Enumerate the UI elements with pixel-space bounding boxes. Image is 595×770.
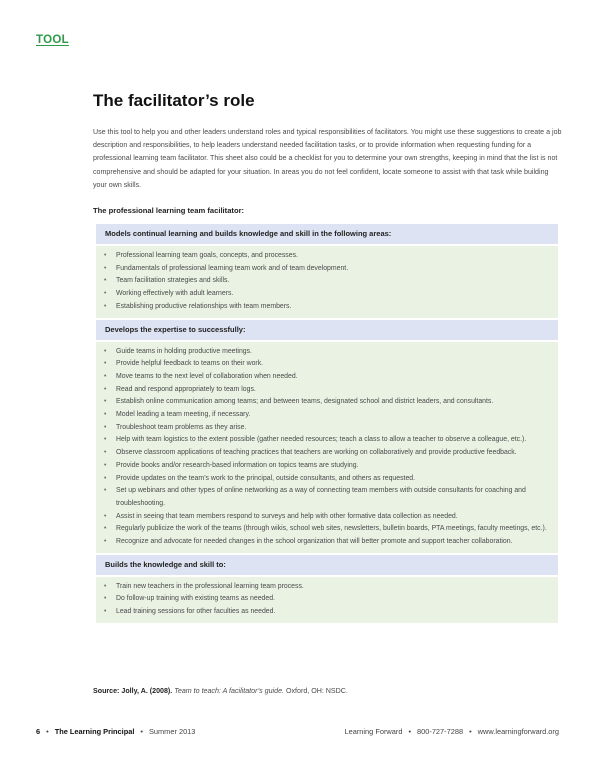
list-item: • Assist in seeing that team members respond to surveys and help with other formative data collection as needed. (104, 511, 550, 524)
section-heading-develops-expertise: Develops the expertise to successfully: (96, 318, 558, 340)
list-item: • Team facilitation strategies and skills. (104, 275, 550, 288)
footer-separator: • (469, 727, 472, 736)
source-citation (93, 687, 348, 695)
organization-name: Learning Forward (344, 727, 403, 736)
list-item: • Establishing productive relationships with team members. (104, 301, 550, 314)
list-item: • Troubleshoot team problems as they arise. (104, 422, 550, 435)
responsibilities-table (96, 224, 558, 623)
section-list-develops-expertise (96, 340, 558, 553)
source-publisher: Oxford, OH: NSDC. (285, 687, 348, 695)
list-item: • Fundamentals of professional learning team work and of team development. (104, 263, 550, 276)
footer-separator: • (140, 727, 143, 736)
list-item: • Train new teachers in the professional learning team process. (104, 581, 550, 594)
list-item: • Model leading a team meeting, if necessary. (104, 409, 550, 422)
footer-separator: • (408, 727, 412, 736)
issue-date: Summer 2013 (148, 727, 196, 736)
list-item: • Observe classroom applications of teaching practices that teachers are working on collaboratively and provide productive feedback. (104, 447, 550, 460)
intro-paragraph: Use this tool to help you and other leaders understand roles and typical responsibilities of facilitators. You might use these suggestions to create a job description and responsibilities, to help leaders understand needed facilitation tasks, or to provide information when requesting funding for a professional learning team facilitator. This sheet also could be a checklist for you to determine your own strengths, keeping in mind that the list is not comprehensive and should be adapted for your situation. In areas you do not feel confident, locate someone to assist with that task while building your own skills. (93, 128, 562, 189)
list-item: • Move teams to the next level of collaboration when needed. (104, 371, 550, 384)
page-footer (36, 727, 559, 739)
website-link[interactable]: www.learningforward.org (477, 727, 559, 736)
list-item: • Read and respond appropriately to team logs. (104, 384, 550, 397)
list-item: • Working effectively with adult learners. (104, 288, 550, 301)
list-item: • Recognize and advocate for needed changes in the school organization that will better promote and support teacher collaboration. (104, 536, 550, 549)
list-item: • Provide updates on the team’s work to the principal, outside consultants, and others as requested. (104, 473, 550, 486)
section-list-builds-knowledge (96, 575, 558, 623)
list-item: • Do follow-up training with existing teams as needed. (104, 593, 550, 606)
tool-tag: TOOL (36, 34, 69, 46)
source-title: Team to teach: A facilitator’s guide. (174, 687, 284, 695)
facilitator-subheading: The professional learning team facilitator: (93, 206, 245, 215)
list-item: • Help with team logistics to the extent possible (gather needed resources; teach a class to allow a teacher to observe a colleague, etc.). (104, 434, 550, 447)
list-item: • Professional learning team goals, concepts, and processes. (104, 250, 550, 263)
list-item: • Establish online communication among teams; and between teams, designated school and district leaders, and consultants. (104, 396, 550, 409)
page-number: 6 (36, 727, 41, 736)
page-title: The facilitator’s role (93, 91, 255, 110)
list-item: • Lead training sessions for other faculties as needed. (104, 606, 550, 619)
section-heading-models-learning: Models continual learning and builds knowledge and skill in the following areas: (96, 224, 558, 244)
list-item: • Set up webinars and other types of online networking as a way of connecting team members with outside consultants for coaching and troubleshooting. (104, 485, 550, 510)
list-item: • Provide books and/or research-based information on topics teams are studying. (104, 460, 550, 473)
section-list-models-learning (96, 244, 558, 318)
footer-separator: • (46, 727, 49, 736)
section-heading-builds-knowledge: Builds the knowledge and skill to: (96, 553, 558, 575)
source-label: Source: Jolly, A. (2008). (93, 687, 173, 695)
list-item: • Guide teams in holding productive meetings. (104, 346, 550, 359)
list-item: • Provide helpful feedback to teams on their work. (104, 358, 550, 371)
list-item: • Regularly publicize the work of the teams (through wikis, school web sites, newsletters, bulletin boards, PTA meetings, faculty meetings, etc.). (104, 523, 550, 536)
publication-name: The Learning Principal (54, 727, 135, 736)
phone-number: 800-727-7288 (417, 727, 464, 736)
